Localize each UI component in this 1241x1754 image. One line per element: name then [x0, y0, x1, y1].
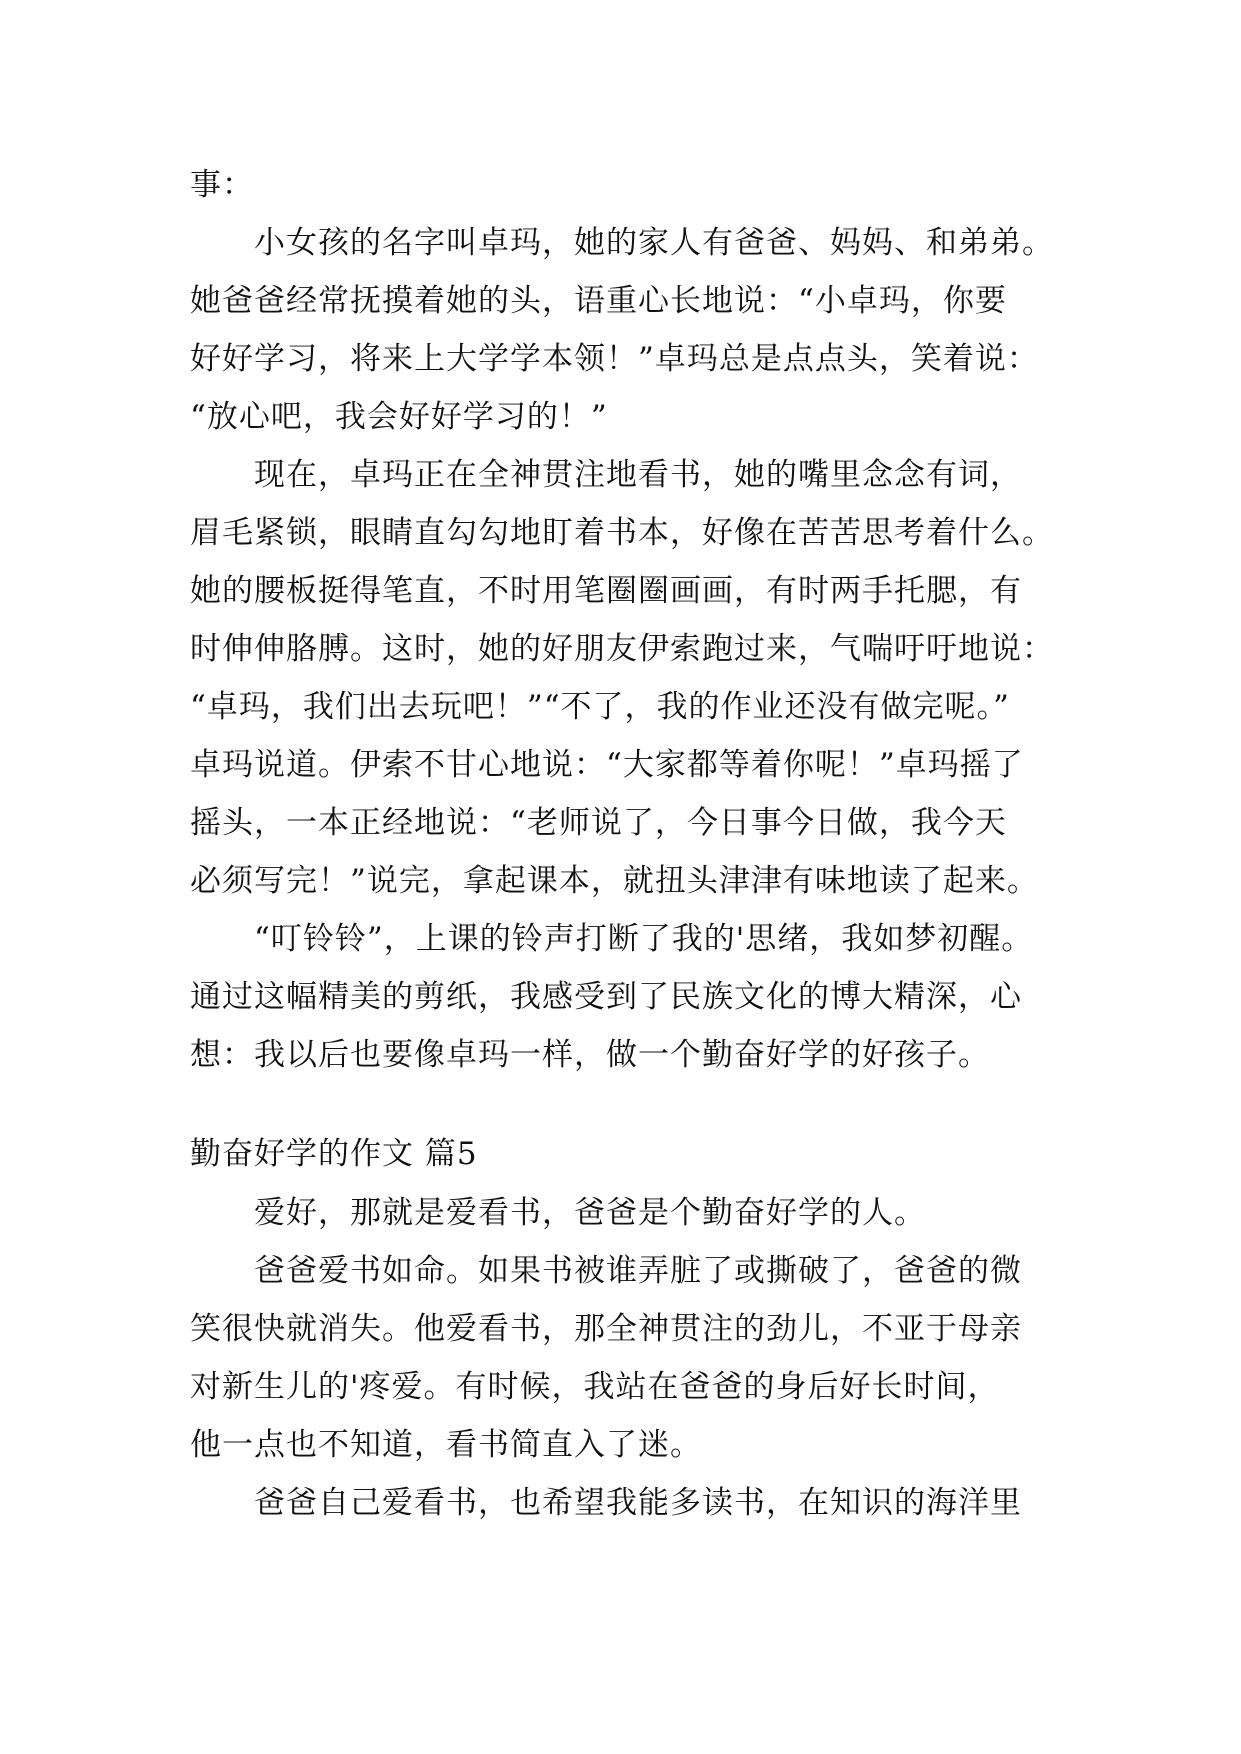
- paragraph-line: 笑很快就消失。他爱看书，那全神贯注的劲儿，不亚于母亲: [190, 1311, 1022, 1347]
- paragraph-line: 爸爸爱书如命。如果书被谁弄脏了或撕破了，爸爸的微: [190, 1253, 1022, 1289]
- paragraph-line: 好好学习，将来上大学学本领！”卓玛总是点点头，笑着说：: [190, 341, 1039, 377]
- paragraph-line: “叮铃铃”，上课的铃声打断了我的'思绪，我如梦初醒。: [190, 921, 1034, 957]
- paragraph-line: 爸爸自己爱看书，也希望我能多读书，在知识的海洋里: [190, 1485, 1022, 1521]
- paragraph-line: 小女孩的名字叫卓玛，她的家人有爸爸、妈妈、和弟弟。: [190, 225, 1054, 261]
- paragraph-line: 对新生儿的'疼爱。有时候，我站在爸爸的身后好长时间，: [190, 1369, 1000, 1405]
- text-line: 事：: [190, 167, 254, 203]
- paragraph-line: 她的腰板挺得笔直，不时用笔圈圈画画，有时两手托腮，有: [190, 573, 1022, 609]
- section-heading: 勤奋好学的作文 篇5: [190, 1136, 478, 1172]
- paragraph-line: 眉毛紧锁，眼睛直勾勾地盯着书本，好像在苦苦思考着什么。: [190, 515, 1054, 551]
- paragraph-line: 她爸爸经常抚摸着她的头，语重心长地说：“小卓玛，你要: [190, 283, 1007, 319]
- paragraph-line: 必须写完！”说完，拿起课本，就扭头津津有味地读了起来。: [190, 863, 1039, 899]
- paragraph-line: 卓玛说道。伊索不甘心地说：“大家都等着你呢！”卓玛摇了: [190, 747, 1024, 783]
- paragraph-line: “放心吧，我会好好学习的！”: [190, 399, 608, 435]
- paragraph-line: 摇头，一本正经地说：“老师说了，今日事今日做，我今天: [190, 805, 1007, 841]
- paragraph-line: 他一点也不知道，看书简直入了迷。: [190, 1427, 702, 1463]
- paragraph-line: 想：我以后也要像卓玛一样，做一个勤奋好学的好孩子。: [190, 1037, 990, 1073]
- paragraph-line: 现在，卓玛正在全神贯注地看书，她的嘴里念念有词，: [190, 457, 1022, 493]
- paragraph-line: 时伸伸胳膊。这时，她的好朋友伊索跑过来，气喘吁吁地说：: [190, 631, 1054, 667]
- paragraph-line: 爱好，那就是爱看书，爸爸是个勤奋好学的人。: [190, 1195, 926, 1231]
- paragraph-line: 通过这幅精美的剪纸，我感受到了民族文化的博大精深，心: [190, 979, 1022, 1015]
- paragraph-line: “卓玛，我们出去玩吧！”“不了，我的作业还没有做完呢。”: [190, 689, 1010, 725]
